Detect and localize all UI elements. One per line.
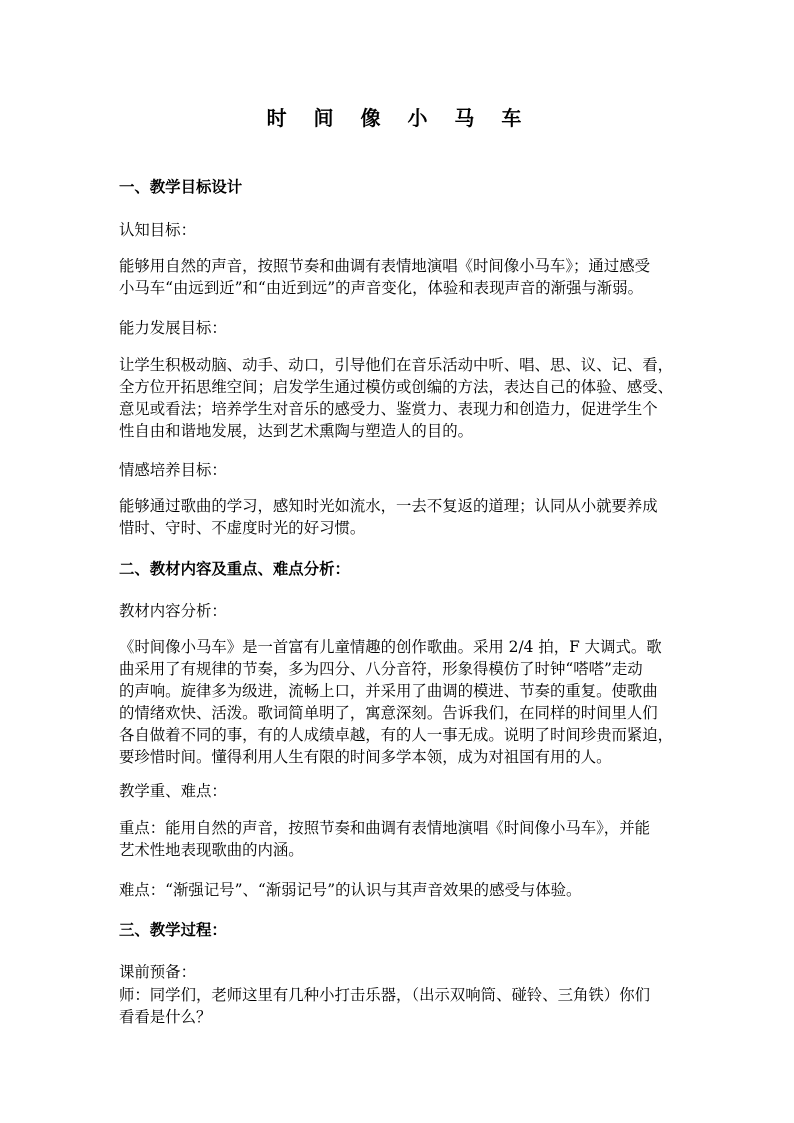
difficulty-line: 难点：“渐强记号”、“渐弱记号”的认识与其声音效果的感受与体验。 [119,881,582,899]
paragraph-line: 性自由和谐地发展，达到艺术熏陶与塑造人的目的。 [119,422,473,440]
keypoints-label: 教学重、难点： [119,782,227,800]
paragraph-line: 意见或看法；培养学生对音乐的感受力、鉴赏力、表现力和创造力，促进学生个 [119,400,658,418]
paragraph-line: 的声响。旋律多为级进，流畅上口，并采用了曲调的模进、节奏的重复。使歌曲 [119,682,658,700]
emotion-goal-paragraph [119,495,679,539]
paragraph-line: 让学生积极动脑、动手、动口，引导他们在音乐活动中听、唱、思、议、记、看， [119,356,674,374]
paragraph-line: 小马车“由远到近”和“由近到远”的声音变化，体验和表现声音的渐强与渐弱。 [119,279,643,297]
paragraph-line: 重点：能用自然的声音，按照节奏和曲调有表情地演唱《时间像小马车》，并能 [119,819,650,837]
ability-goal-paragraph [119,354,679,442]
paragraph-line: 全方位开拓思维空间；启发学生通过模仿或创编的方法，表达自己的体验、感受、 [119,378,674,396]
cognitive-goal-paragraph [119,255,679,299]
paragraph-line: 要珍惜时间。懂得利用人生有限的时间多学本领，成为对祖国有用的人。 [119,748,612,766]
paragraph-line: 《时间像小马车》是一首富有儿童情趣的创作歌曲。采用 2/4 拍，F 大调式。歌 [119,638,662,656]
paragraph-line: 能够用自然的声音，按照节奏和曲调有表情地演唱《时间像小马车》；通过感受 [119,257,650,275]
ability-goal-label: 能力发展目标： [119,319,227,337]
keypoint-paragraph [119,817,679,861]
paragraph-line: 各自做着不同的事，有的人成绩卓越，有的人一事无成。说明了时间珍贵而紧迫， [119,726,674,744]
teacher-dialogue-paragraph [119,984,679,1028]
paragraph-line: 能够通过歌曲的学习，感知时光如流水，一去不复返的道理；认同从小就要养成 [119,497,658,515]
content-analysis-label: 教材内容分析： [119,602,227,620]
paragraph-line: 看看是什么？ [119,1008,212,1026]
section-heading-teaching-goals: 一、教学目标设计 [119,178,243,196]
cognitive-goal-label: 认知目标： [119,221,196,239]
paragraph-line: 的情绪欢快、活泼。歌词简单明了，寓意深刻。告诉我们，在同样的时间里人们 [119,704,658,722]
section-heading-teaching-process: 三、教学过程： [119,921,227,939]
paragraph-line: 师：同学们，老师这里有几种小打击乐器，（出示双响筒、碰铃、三角铁）你们 [119,986,650,1004]
content-analysis-paragraph [119,636,679,768]
document-title: 时 间 像 小 马 车 [266,106,532,130]
paragraph-line: 惜时、守时、不虚度时光的好习惯。 [119,519,366,537]
paragraph-line: 曲采用了有规律的节奏，多为四分、八分音符，形象得模仿了时钟“嗒嗒”走动 [119,660,643,678]
paragraph-line: 艺术性地表现歌曲的内涵。 [119,841,304,859]
section-heading-content-analysis: 二、教材内容及重点、难点分析： [119,560,350,578]
prep-label: 课前预备： [119,963,196,981]
emotion-goal-label: 情感培养目标： [119,461,227,479]
